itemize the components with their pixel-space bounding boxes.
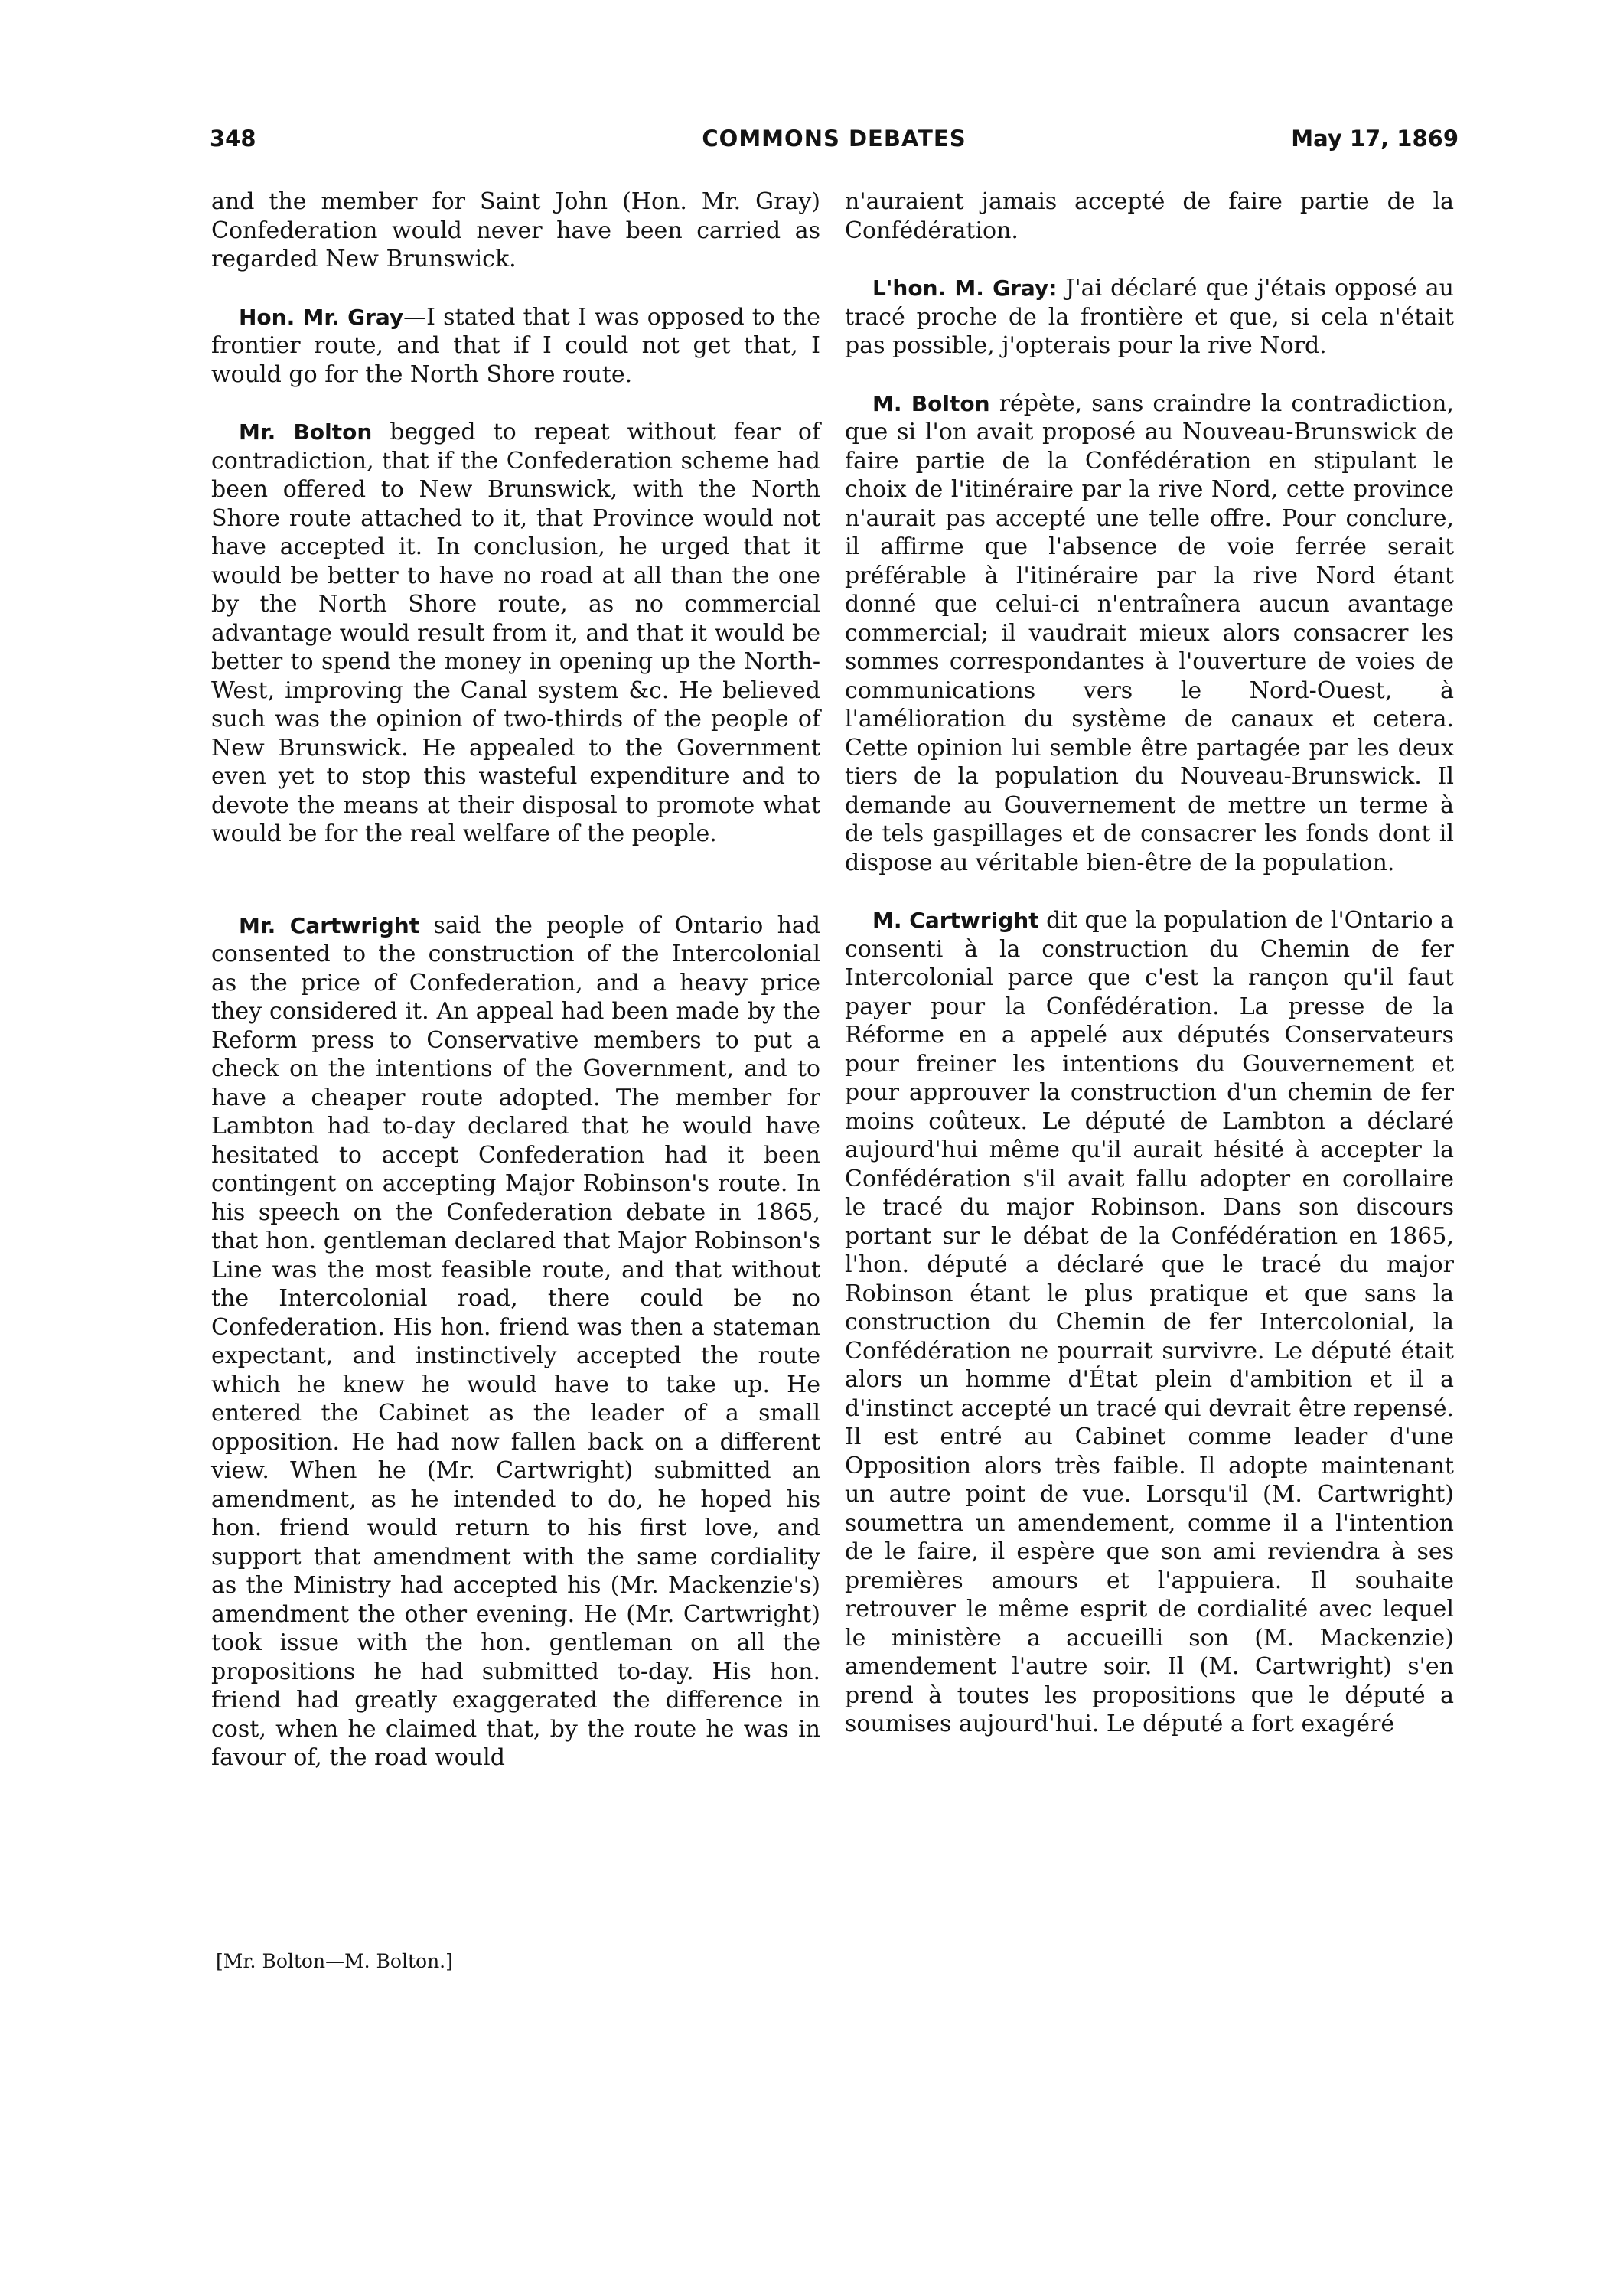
speaker-name: L'hon. M. Gray:	[872, 276, 1058, 301]
paragraph-text: begged to repeat without fear of contradiction, that if the Confederation scheme had been offered to New Brunswick, with the North Shore route attached to it, that Province would not have accepted it. In conclusion, he urged that it would be better to have no road at all than the one by the North Shore route, as no commercial advantage would result from it, and that it would be better to spend the money in opening up the North-West, improving the Canal system &c. He believed such was the opinion of two-thirds of the people of New Brunswick. He appealed to the Government even yet to stop this wasteful expenditure and to devote the means at their disposal to promote what would be for the real welfare of the people.	[211, 419, 821, 847]
french-column	[845, 188, 1454, 1768]
paragraph-text: —I stated that I was opposed to the frontier route, and that if I could not get that, I would go for the North Shore route.	[211, 303, 820, 388]
speaker-name: Mr. Cartwright	[239, 912, 420, 938]
speaker-name: M. Bolton	[872, 390, 990, 416]
paragraph-text: J'ai déclaré que j'étais opposé au tracé proche de la frontière et que, si cela n'était pas possible, j'opterais pour la rive Nord.	[845, 275, 1454, 359]
paragraph	[845, 390, 1454, 878]
speaker-footnote: [Mr. Bolton—M. Bolton.]	[216, 1950, 453, 1972]
paragraph-text: n'auraient jamais accepté de faire partie de la Confédération.	[845, 188, 1454, 244]
paragraph	[211, 303, 820, 390]
page-header	[210, 126, 1459, 164]
page-number: 348	[210, 126, 256, 152]
english-column	[211, 188, 820, 1802]
speaker-name: Mr. Bolton	[239, 419, 373, 445]
paragraph-text: dit que la population de l'Ontario a consenti à la construction du Chemin de fer Intercolonial parce que c'est la rançon qu'il faut payer pour la Confédération. La presse de la Réforme en a appelé aux députés Conservateurs pour freiner les intentions du Gouvernement et pour approuver la construction d'un chemin de fer moins coûteux. Le député de Lambton a déclaré aujourd'hui même qu'il aurait hésité à accepter la Confédération s'il avait fallu adopter en corollaire le tracé du major Robinson. Dans son discours portant sur le débat de la Confédération en 1865, l'hon. député a déclaré que le tracé du major Robinson étant le plus pratique et que sans la construction du Chemin de fer Intercolonial, la Confédération ne pourrait survivre. Le député était alors un homme d'État plein d'ambition et il a d'instinct accepté un tracé qui devrait être repensé. Il est entré au Cabinet comme leader d'une Opposition alors très faible. Il adopte maintenant un autre point de vue. Lorsqu'il (M. Cartwright) soumettra un amendement, comme il a l'intention de le faire, il espère que son ami reviendra à ses premières amours et l'appuiera. Il souhaite retrouver le même esprit de cordialité avec lequel le ministère a accueilli son (M. Mackenzie) amendement l'autre soir. Il (M. Cartwright) s'en prend à toutes les propositions que le député a soumises aujourd'hui. Le député a fort exagéré	[845, 907, 1454, 1737]
speaker-name: Hon. Mr. Gray	[239, 304, 404, 330]
paragraph	[211, 188, 820, 274]
paragraph	[845, 188, 1454, 245]
paragraph	[845, 906, 1454, 1739]
paragraph	[211, 912, 820, 1773]
session-date: May 17, 1869	[1291, 126, 1459, 152]
paragraph	[845, 274, 1454, 360]
paragraph-text: and the member for Saint John (Hon. Mr. Gray) Confederation would never have been carried as regarded New Brunswick.	[211, 188, 820, 272]
paragraph-text: répète, sans craindre la contradiction, que si l'on avait proposé au Nouveau-Brunswick de faire partie de la Confédération en stipulant le choix de l'itinéraire par la rive Nord, cette province n'aurait pas accepté une telle offre. Pour conclure, il affirme que l'absence de voie ferrée serait préférable à l'itinéraire par la rive Nord étant donné que celui-ci n'entraînera aucun avantage commercial; il vaudrait mieux alors consacrer les sommes correspondantes à l'ouverture de voies de communications vers le Nord-Ouest, à l'amélioration du système de canaux et cetera. Cette opinion lui semble être partagée par les deux tiers de la population du Nouveau-Brunswick. Il demande au Gouvernement de mettre un terme à de tels gaspillages et de consacrer les fonds dont il dispose au véritable bien-être de la population.	[845, 390, 1454, 876]
publication-title: COMMONS DEBATES	[702, 126, 966, 152]
speaker-name: M. Cartwright	[872, 908, 1039, 933]
paragraph	[211, 418, 820, 849]
paragraph-text: said the people of Ontario had consented to the construction of the Intercolonial as the price of Confederation, and a heavy price they considered it. An appeal had been made by the Reform press to Conservative members to put a check on the intentions of the Government, and to have a cheaper route adopted. The member for Lambton had to-day declared that he would have hesitated to accept Confederation had it been contingent on accepting Major Robinson's route. In his speech on the Confederation debate in 1865, that hon. gentleman declared that Major Robinson's Line was the most feasible route, and that without the Intercolonial road, there could be no Confederation. His hon. friend was then a stateman expectant, and instinctively accepted the route which he knew he would have to take up. He entered the Cabinet as the leader of a small opposition. He had now fallen back on a different view. When he (Mr. Cartwright) submitted an amendment, as he intended to do, he hoped his hon. friend would return to his first love, and support that amendment with the same cordiality as the Ministry had accepted his (Mr. Mackenzie's) amendment the other evening. He (Mr. Cartwright) took issue with the hon. gentleman on all the propositions he had submitted to-day. His hon. friend had greatly exaggerated the difference in cost, when he claimed that, by the route he was in favour of, the road would	[211, 912, 820, 1771]
